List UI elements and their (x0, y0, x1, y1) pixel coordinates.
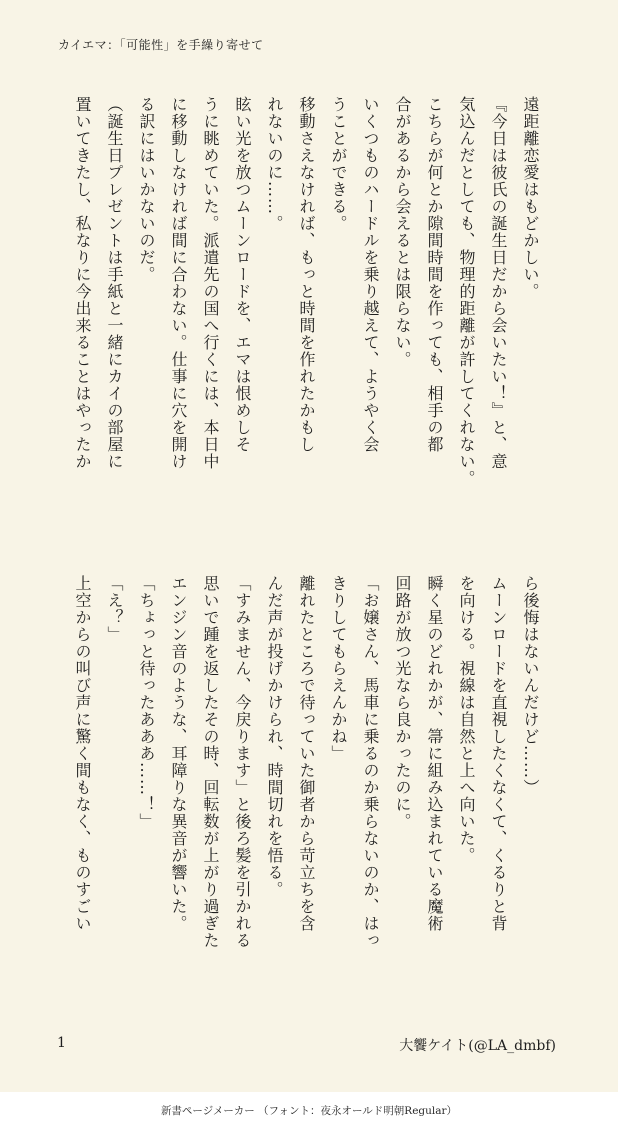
text-line: 思いで踵を返したその時、回転数が上がり過ぎた (201, 575, 220, 949)
text-line: きりしてもらえんかね」 (329, 575, 348, 762)
text-line: 気込んだとしても、物理的距離が許してくれない。 (457, 96, 476, 487)
text-line: んだ声が投げかけられ、時間切れを悟る。 (265, 575, 284, 898)
text-line: いくつものハードルを乗り越えて、ようやく会 (361, 96, 380, 453)
text-line: ムーンロードを直視したくなくて、くるりと背 (489, 575, 508, 932)
text-line: る訳にはいかないのだ。 (137, 96, 156, 283)
text-line: うに眺めていた。派遣先の国へ行くには、本日中 (201, 96, 220, 470)
text-line: 離れたところで待っていた御者から苛立ちを含 (297, 575, 316, 932)
page-author: 大饗ケイト(@LA_dmbf) (399, 1038, 556, 1054)
text-line: ら後悔はないんだけど……） (521, 575, 540, 796)
text-line: を向ける。視線は自然と上へ向いた。 (457, 575, 476, 864)
text-line: 合があるから会えるとは限らない。 (393, 96, 412, 368)
text-line: 「お嬢さん、馬車に乗るのか乗らないのか、はっ (361, 575, 380, 949)
text-line: エンジン音のような、耳障りな異音が響いた。 (169, 575, 188, 932)
text-line: （誕生日プレゼントは手紙と一緒にカイの部屋に (105, 96, 124, 470)
text-line: れないのに……。 (265, 96, 284, 232)
text-line: 「ちょっと待ったあああ……！」 (137, 575, 156, 830)
text-line: 回路が放つ光なら良かったのに。 (393, 575, 412, 830)
text-line: 眩い光を放つムーンロードを、エマは恨めしそ (233, 96, 252, 453)
text-line: 瞬く星のどれかが、箒に組み込まれている魔術 (425, 575, 444, 932)
text-line: うことができる。 (329, 96, 348, 232)
page-header-title: カイエマ：「可能性」を手繰り寄せて (58, 38, 264, 52)
text-line: に移動しなければ間に合わない。仕事に穴を開け (169, 96, 188, 470)
page-number: 1 (57, 1035, 66, 1051)
text-line: 「すみません、今戻ります」と後ろ髪を引かれる (233, 575, 252, 949)
footer-caption: 新書ページメーカー （フォント：夜永オールド明朝Regular） (160, 1105, 458, 1117)
text-line: 置いてきたし、私なりに今出来ることはやったか (73, 96, 92, 470)
text-line: 移動さえなければ、もっと時間を作れたかもし (297, 96, 316, 453)
text-line: こちらが何とか隙間時間を作っても、相手の都 (425, 96, 444, 453)
text-line: 遠距離恋愛はもどかしい。 (521, 96, 540, 300)
text-line: 上空からの叫び声に驚く間もなく、ものすごい (73, 575, 92, 932)
text-line: 『今日は彼氏の誕生日だから会いたい！』と、意 (489, 96, 508, 470)
text-line: 「え？」 (105, 575, 124, 643)
text-block-bottom (66, 575, 546, 1005)
text-block-top (66, 96, 546, 526)
